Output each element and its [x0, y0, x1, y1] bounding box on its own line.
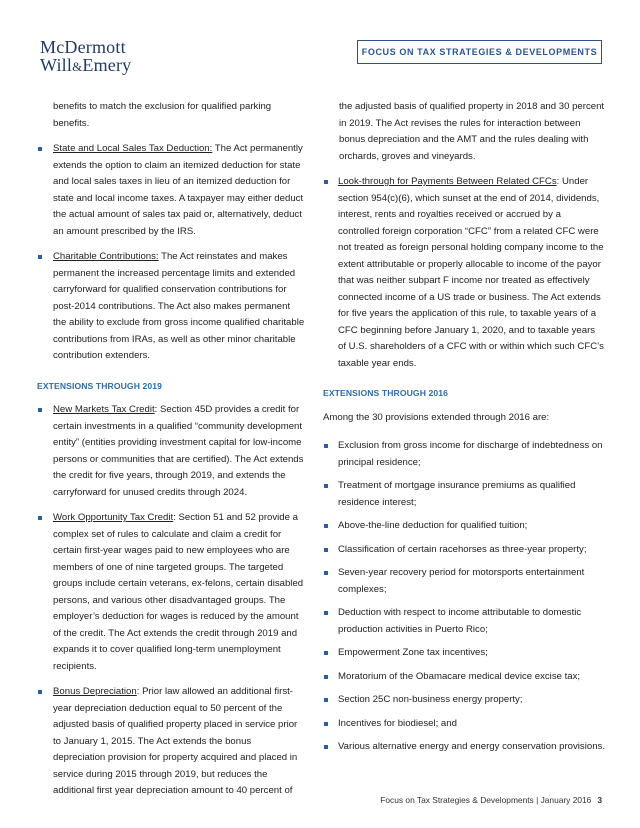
bullet-square-icon [324, 745, 328, 749]
left-column [37, 99, 305, 809]
continued-paragraph: benefits to match the exclusion for qualified parking benefits. [53, 101, 272, 129]
intro-paragraph: Among the 30 provisions extended through 2016 are: [323, 411, 550, 423]
bullet-text: : Under section 954(c)(6), which sunset at the end of 2014, dividends, interest, rents and royalties received or accrued by a controlled foreign corporation “CFC” from a related CFC were not treated as foreign personal holding company income to the extent attributable or properly allocable to income of the payor that was neither subpart F income nor treated as effectively connected income of a US trade or business. The Act extends for five years the application of this rule, to taxable years of a CFC beginning before January 1, 2020, and to taxable years of U.S. shareholders of a CFC with or within which such CFC’s taxable year ends. [338, 176, 604, 369]
bullet-text: The Act reinstates and makes permanent the increased percentage limits and extended carryforward for qualified conservation contributions for post-2014 contributions. The Act also makes permanent the ability to exclude from gross income qualified charitable contributions from IRAs, as well as other minor charitable contribution extenders. [53, 251, 305, 361]
bullet-square-icon [38, 255, 42, 259]
bullet-square-icon [38, 690, 42, 694]
list-item [323, 669, 605, 686]
bullet-square-icon [324, 524, 328, 528]
list-item [323, 605, 605, 638]
list-item-text: Seven-year recovery period for motorsports entertainment complexes; [338, 567, 585, 595]
bullet-square-icon [38, 408, 42, 412]
page-footer [380, 795, 602, 805]
bullet-work-opportunity [37, 510, 305, 675]
bullet-square-icon [324, 548, 328, 552]
focus-header-label: FOCUS ON TAX STRATEGIES & DEVELOPMENTS [361, 47, 598, 57]
bullet-square-icon [324, 180, 328, 184]
list-item-text: Treatment of mortgage insurance premiums as qualified residence interest; [338, 480, 576, 508]
bullet-title: State and Local Sales Tax Deduction: [53, 143, 213, 154]
bullet-title: Charitable Contributions: [53, 251, 159, 262]
list-item [323, 645, 605, 662]
list-item [323, 542, 605, 559]
firm-logo [40, 38, 131, 76]
right-column [323, 99, 605, 763]
list-item [323, 478, 605, 511]
bullet-text: : Section 45D provides a credit for certain investments in a qualified “community development entity” (entities providing investment capital for low-income persons or communities that are certified). The Act extends the credit for five years, through 2019, and extends the carryforward for unused credits through 2024. [53, 404, 304, 498]
bullet-title: New Markets Tax Credit [53, 404, 155, 415]
bullet-charitable [37, 249, 305, 365]
list-item [323, 739, 605, 756]
continued-paragraph: the adjusted basis of qualified property in 2018 and 30 percent in 2019. The Act revises the rules for interaction between bonus depreciation and the AMT and the rules dealing with orchards, groves and vineyards. [339, 101, 605, 162]
bullet-text: : Section 51 and 52 provide a complex set of rules to calculate and claim a credit for certain first-year wages paid to new employees who are members of one of nine targeted groups. The targeted groups include certain veterans, ex-felons, certain disabled persons, and various other disadvantaged groups. The employer’s deduction for wages is reduced by the amount of the credit. The Act extends the credit through 2019 and expands it to cover qualified long-term unemployment recipients. [53, 512, 304, 672]
footer-text: Focus on Tax Strategies & Developments | January 2016 [380, 795, 592, 805]
bullet-title: Bonus Depreciation [53, 686, 137, 697]
list-item [323, 692, 605, 709]
bullet-square-icon [324, 571, 328, 575]
bullet-bonus-depreciation [37, 684, 305, 800]
logo-line-1: McDermott [40, 37, 126, 57]
list-item-text: Moratorium of the Obamacare medical device excise tax; [338, 670, 581, 682]
list-item-text: Various alternative energy and energy conservation provisions. [338, 741, 605, 752]
bullet-text: The Act permanently extends the option to claim an itemized deduction for state and local sales taxes in lieu of an itemized deduction for state and local income taxes. A taxpayer may either deduct the actual amount of sales tax paid or, alternatively, deduct an amount prescribed by the IRS. [53, 143, 304, 237]
bullet-square-icon [38, 147, 42, 151]
logo-line-2: Will&Emery [40, 55, 132, 75]
page-number: 3 [597, 795, 602, 805]
bullet-square-icon [324, 722, 328, 726]
section-heading-2019: EXTENSIONS THROUGH 2019 [37, 380, 163, 391]
list-item [323, 438, 605, 471]
focus-header-box [357, 40, 602, 64]
section-heading-2016: EXTENSIONS THROUGH 2016 [323, 388, 449, 398]
list-item-text: Above-the-line deduction for qualified tuition; [338, 520, 528, 531]
list-item-text: Section 25C non-business energy property; [338, 694, 523, 705]
bullet-square-icon [38, 516, 42, 520]
list-item-text: Empowerment Zone tax incentives; [338, 647, 488, 658]
bullet-square-icon [324, 651, 328, 655]
bullet-square-icon [324, 484, 328, 488]
bullet-square-icon [324, 611, 328, 615]
bullet-square-icon [324, 698, 328, 702]
list-item [323, 518, 605, 535]
list-item [323, 716, 605, 733]
list-item [323, 565, 605, 598]
list-item-text: Incentives for biodiesel; and [338, 717, 457, 729]
provisions-2016-list [323, 438, 605, 756]
bullet-look-through-cfc [323, 174, 605, 372]
bullet-title: Work Opportunity Tax Credit [53, 512, 174, 523]
list-item-text: Exclusion from gross income for discharge of indebtedness on principal residence; [338, 440, 603, 468]
bullet-new-markets [37, 402, 305, 501]
bullet-square-icon [324, 675, 328, 679]
list-item-text: Classification of certain racehorses as three-year property; [338, 543, 587, 555]
bullet-sales-tax [37, 141, 305, 240]
list-item-text: Deduction with respect to income attributable to domestic production activities in Puerto Rico; [338, 607, 582, 635]
bullet-square-icon [324, 444, 328, 448]
bullet-title: Look-through for Payments Between Related CFCs [338, 176, 557, 187]
bullet-text: : Prior law allowed an additional first-year depreciation deduction equal to 50 percent of the adjusted basis of qualified property placed in service prior to January 1, 2015. The Act extends the bonus depreciation provision for property acquired and placed in service during 2015 through 2019, but reduces the additional first year depreciation amount to 40 percent of [53, 686, 298, 796]
